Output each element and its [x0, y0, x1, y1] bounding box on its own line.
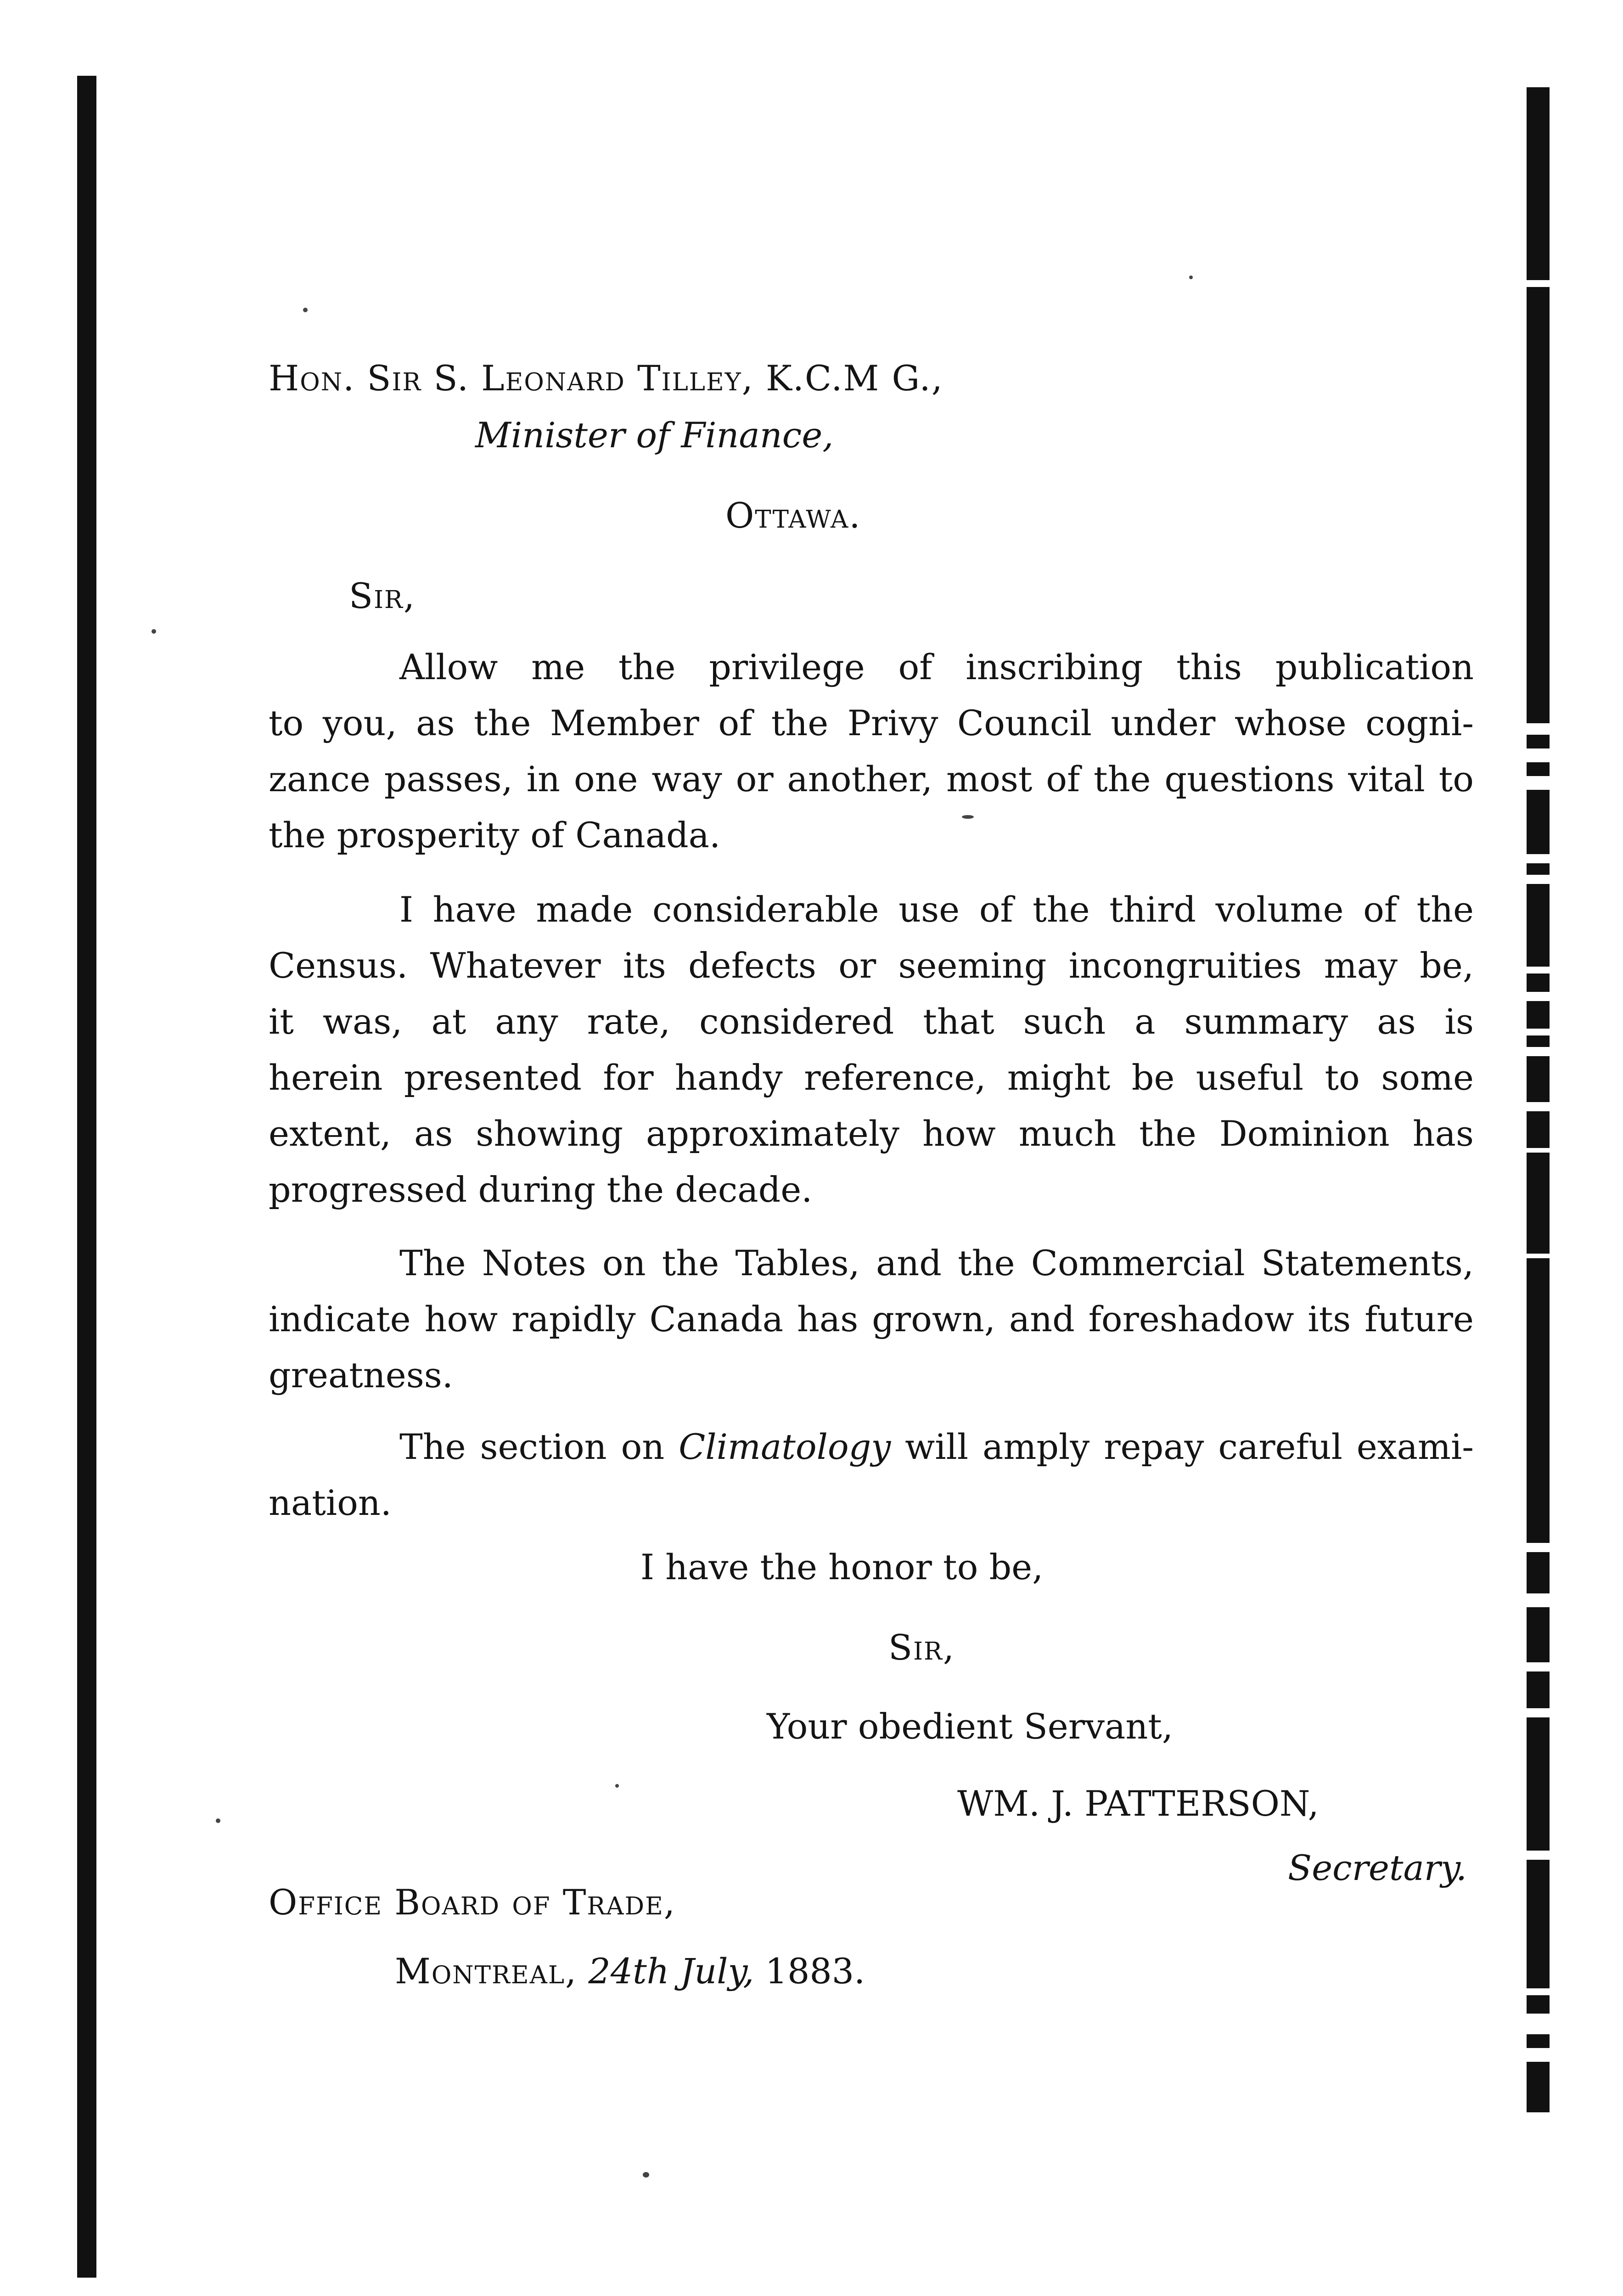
paragraph-line: the prosperity of Canada.	[269, 815, 721, 855]
paragraph-3	[269, 1235, 1474, 1403]
paragraph-line: The Notes on the Tables, and the Commercial Statements,	[399, 1243, 1474, 1283]
signature-role: Secretary.	[1288, 1847, 1467, 1888]
paragraph-line: herein presented for handy reference, might be useful to some	[269, 1057, 1474, 1098]
addressee-name: Hon. Sir S. Leonard Tilley, K.C.M G.,	[269, 358, 943, 399]
closing-servant: Your obedient Servant,	[767, 1706, 1173, 1747]
closing-honor: I have the honor to be,	[640, 1547, 1044, 1587]
paragraph-line: nation.	[269, 1482, 392, 1523]
paragraph-1	[269, 639, 1474, 863]
paragraph-line: to you, as the Member of the Privy Council under whose cogni-	[269, 703, 1474, 743]
paragraph-line: greatness.	[269, 1355, 453, 1396]
office-place-date: Montreal, 24th July, 1883.	[395, 1951, 865, 1992]
office-name: Office Board of Trade,	[269, 1882, 676, 1923]
paragraph-line: I have made considerable use of the third volume of the	[399, 889, 1474, 930]
paragraph-line: The section on Climatology will amply repay careful exami-	[399, 1426, 1474, 1467]
salutation: Sir,	[349, 575, 416, 616]
addressee-city: Ottawa.	[725, 495, 861, 536]
paragraph-line: progressed during the decade.	[269, 1169, 813, 1210]
addressee-title: Minister of Finance,	[475, 415, 834, 456]
closing-sir: Sir,	[888, 1627, 955, 1668]
climatology-term: Climatology	[679, 1426, 891, 1467]
paragraph-line: extent, as showing approximately how much the Dominion has	[269, 1113, 1474, 1154]
paragraph-line: indicate how rapidly Canada has grown, and foreshadow its future	[269, 1299, 1474, 1339]
paragraph-2	[269, 882, 1474, 1218]
paragraph-4	[269, 1419, 1474, 1531]
paragraph-line: zance passes, in one way or another, most of the questions vital to	[269, 759, 1474, 799]
paragraph-line: Census. Whatever its defects or seeming incongruities may be,	[269, 945, 1474, 986]
paragraph-line: Allow me the privilege of inscribing this publication	[399, 647, 1474, 687]
signature-name: WM. J. PATTERSON,	[957, 1783, 1319, 1824]
scan-left-border	[77, 76, 96, 2278]
paragraph-line: it was, at any rate, considered that such a summary as is	[269, 1001, 1474, 1042]
